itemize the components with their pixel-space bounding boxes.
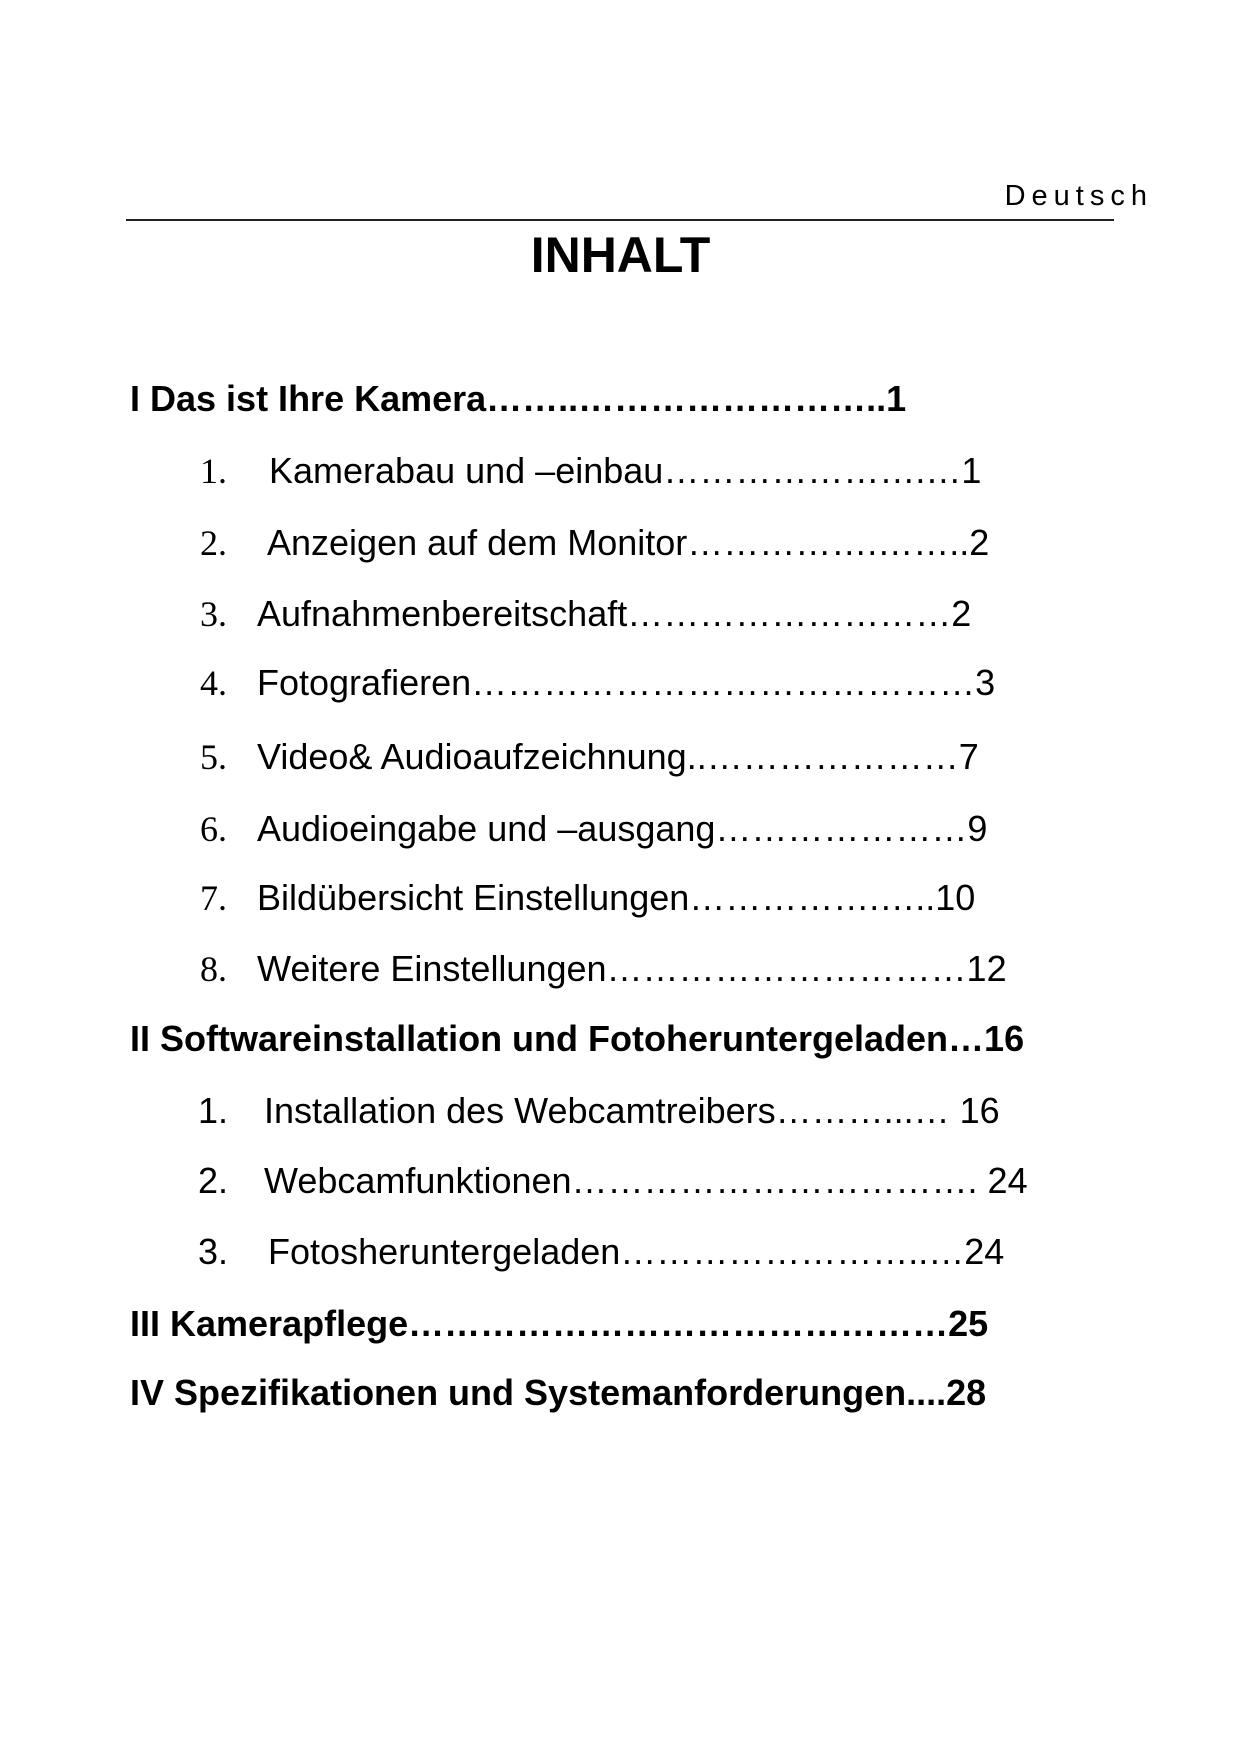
toc-subentry	[200, 736, 979, 778]
toc-chapter-3	[130, 1303, 988, 1345]
toc-entry-number: 6.	[200, 809, 227, 849]
toc-subentry	[200, 593, 971, 635]
toc-entry-text: Aufnahmenbereitschaft………………………2	[257, 593, 972, 634]
toc-entry-number: 3.	[200, 594, 227, 634]
toc-entry-number: 2.	[198, 1160, 229, 1201]
toc-entry-text: III Kamerapflege………………………………………25	[130, 1303, 989, 1344]
toc-subentry	[200, 948, 1007, 990]
toc-subentry	[200, 522, 989, 564]
page-title: INHALT	[530, 227, 711, 283]
toc-entry-number: 5.	[200, 737, 227, 777]
toc-entry-text: II Softwareinstallation und Fotoheruntergeladen…16	[130, 1018, 1025, 1059]
toc-entry-number: 1.	[200, 451, 227, 491]
toc-entry-text: Anzeigen auf dem Monitor…………….……..2	[267, 522, 990, 563]
toc-subentry	[198, 1090, 1000, 1132]
toc-entry-text: I Das ist Ihre Kamera……..……………………..1	[130, 378, 907, 419]
toc-entry-number: 4.	[200, 663, 227, 703]
toc-chapter-2	[130, 1018, 1024, 1060]
toc-subentry	[200, 662, 995, 704]
toc-entry-number: 3.	[198, 1231, 229, 1272]
toc-entry-text: Webcamfunktionen……………………………. 24	[264, 1160, 1028, 1201]
toc-entry-text: Bildübersicht Einstellungen…………….…..10	[257, 877, 976, 918]
toc-entry-text: Weitere Einstellungen…………………………12	[257, 948, 1007, 989]
toc-entry-text: Kamerabau und –einbau………………….…1	[269, 450, 982, 491]
toc-entry-number: 7.	[200, 878, 227, 918]
toc-chapter-4	[130, 1372, 986, 1414]
toc-entry-text: Video& Audioaufzeichnung..…………………7	[257, 736, 979, 777]
toc-entry-text: Fotografieren……………………………………3	[257, 662, 996, 703]
toc-chapter-1	[130, 378, 906, 420]
toc-subentry	[198, 1160, 1028, 1202]
toc-entry-text: Installation des Webcamtreibers………...… 16	[264, 1090, 1000, 1131]
toc-subentry	[200, 450, 981, 492]
toc-entry-number: 8.	[200, 949, 227, 989]
toc-subentry	[198, 1231, 1004, 1273]
toc-subentry	[200, 877, 975, 919]
toc-entry-text: Audioeingabe und –ausgang…………………9	[257, 808, 988, 849]
toc-entry-number: 1.	[198, 1090, 229, 1131]
toc-entry-number: 2.	[200, 523, 227, 563]
toc-entry-text: Fotosheruntergeladen……………………..…24	[268, 1231, 1005, 1272]
toc-entry-text: IV Spezifikationen und Systemanforderungen....28	[130, 1372, 987, 1413]
toc-subentry	[200, 808, 987, 850]
language-label: Deutsch	[1004, 180, 1153, 212]
